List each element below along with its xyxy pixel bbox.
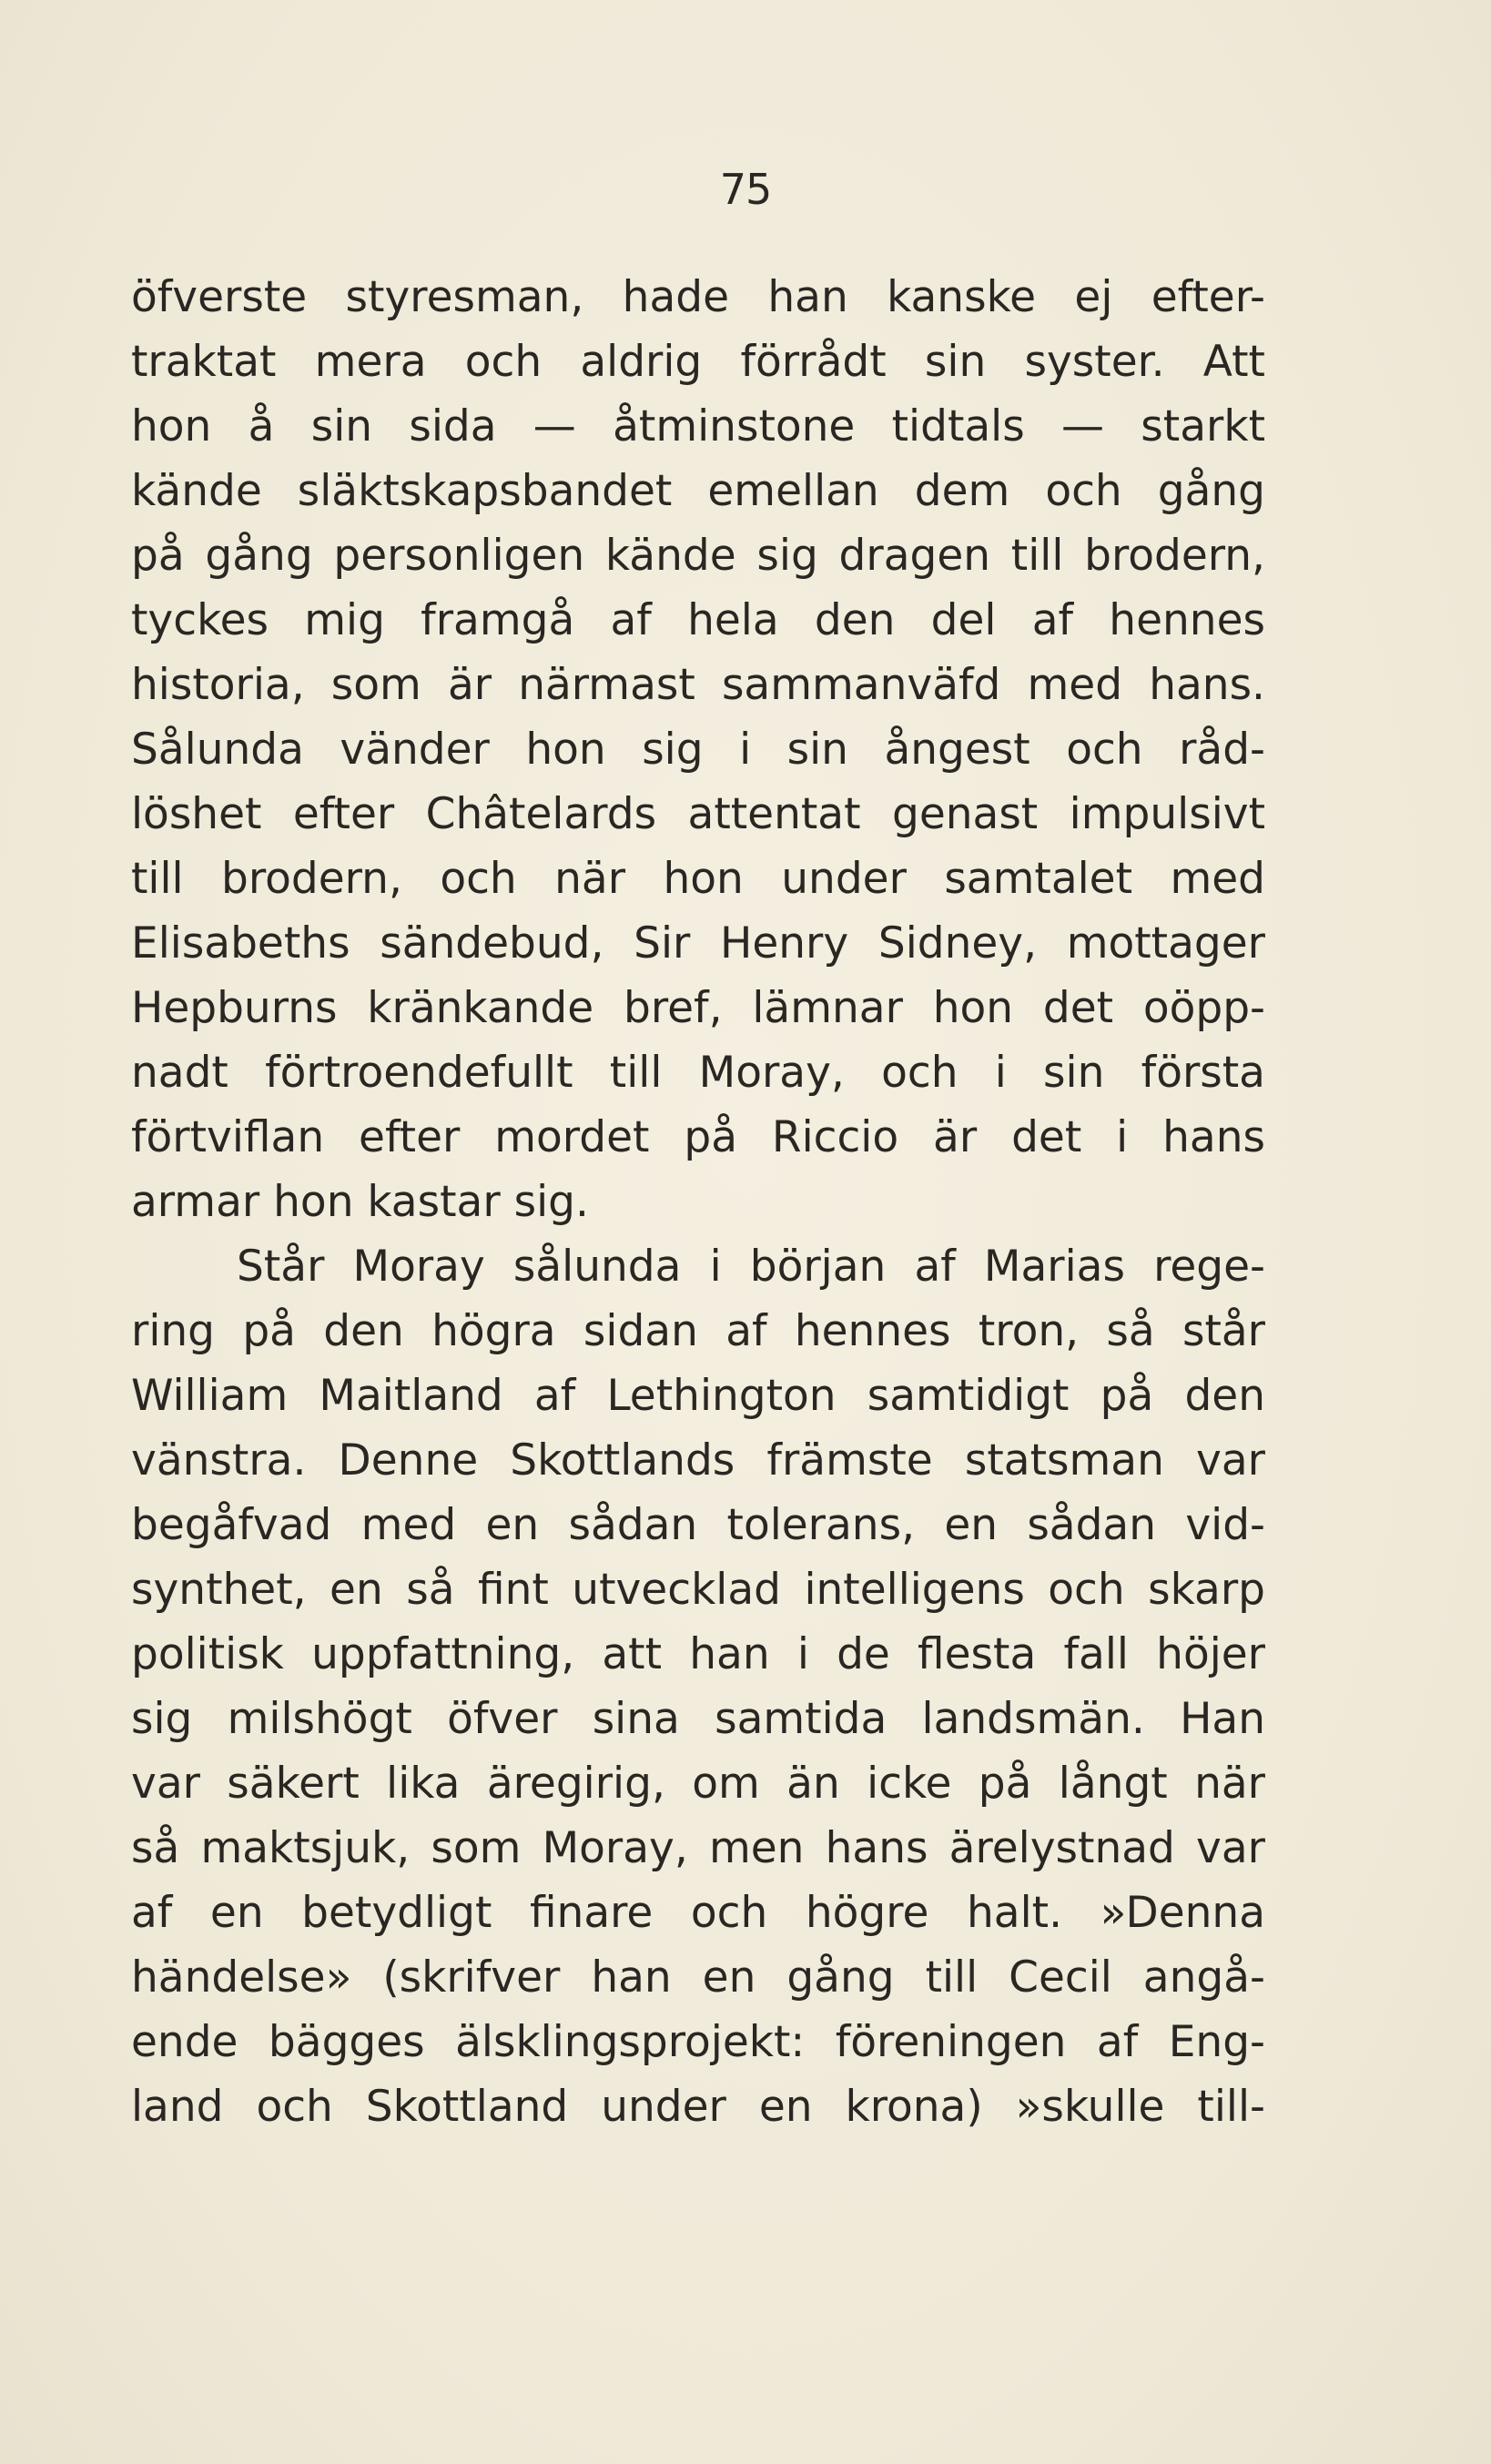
- text-line: ring på den högra sidan af hennes tron, så står: [131, 1306, 1265, 1356]
- text-line: hon å sin sida — åtminstone tidtals — starkt: [131, 401, 1265, 451]
- text-line: land och Skottland under en krona) »skulle till-: [131, 2082, 1265, 2132]
- text-line: Hepburns kränkande bref, lämnar hon det oöpp-: [131, 983, 1265, 1033]
- text-line: ende bägges älsklingsprojekt: föreningen af Eng-: [131, 2017, 1265, 2067]
- text-line: begåfvad med en sådan tolerans, en sådan vid-: [131, 1500, 1265, 1550]
- text-line: nadt förtroendefullt till Moray, och i sin första: [131, 1048, 1265, 1098]
- text-line: till brodern, och när hon under samtalet med: [131, 854, 1265, 904]
- text-line: sig milshögt öfver sina samtida landsmän. Han: [131, 1694, 1265, 1744]
- text-line: traktat mera och aldrig förrådt sin syster. Att: [131, 337, 1265, 387]
- page-number: 75: [719, 165, 772, 214]
- text-line: händelse» (skrifver han en gång till Cecil angå-: [131, 1952, 1265, 2003]
- text-line: William Maitland af Lethington samtidigt på den: [131, 1371, 1265, 1421]
- text-line: historia, som är närmast sammanväfd med hans.: [131, 660, 1265, 710]
- body-text: [131, 265, 1265, 2139]
- text-line: öfverste styresman, hade han kanske ej efter-: [131, 272, 1265, 322]
- paragraph-start-line: Står Moray sålunda i början af Marias rege-: [237, 1242, 1265, 1292]
- text-line: på gång personligen kände sig dragen till brodern,: [131, 531, 1265, 581]
- text-line: tyckes mig framgå af hela den del af hennes: [131, 595, 1265, 645]
- text-line: synthet, en så fint utvecklad intelligens och skarp: [131, 1565, 1265, 1615]
- text-line: var säkert lika äregirig, om än icke på långt när: [131, 1759, 1265, 1809]
- text-line: kände släktskapsbandet emellan dem och gång: [131, 466, 1265, 516]
- text-line: förtviflan efter mordet på Riccio är det i hans: [131, 1112, 1265, 1162]
- text-line: så maktsjuk, som Moray, men hans ärelystnad var: [131, 1823, 1265, 1873]
- text-line: löshet efter Châtelards attentat genast impulsivt: [131, 789, 1265, 839]
- paragraph-end-line: armar hon kastar sig.: [131, 1177, 589, 1227]
- text-line: Elisabeths sändebud, Sir Henry Sidney, mottager: [131, 918, 1265, 968]
- text-line: vänstra. Denne Skottlands främste statsman var: [131, 1435, 1265, 1485]
- text-line: politisk uppfattning, att han i de flesta fall höjer: [131, 1629, 1265, 1679]
- text-line: af en betydligt finare och högre halt. »Denna: [131, 1888, 1265, 1938]
- text-line: Sålunda vänder hon sig i sin ångest och råd-: [131, 725, 1265, 775]
